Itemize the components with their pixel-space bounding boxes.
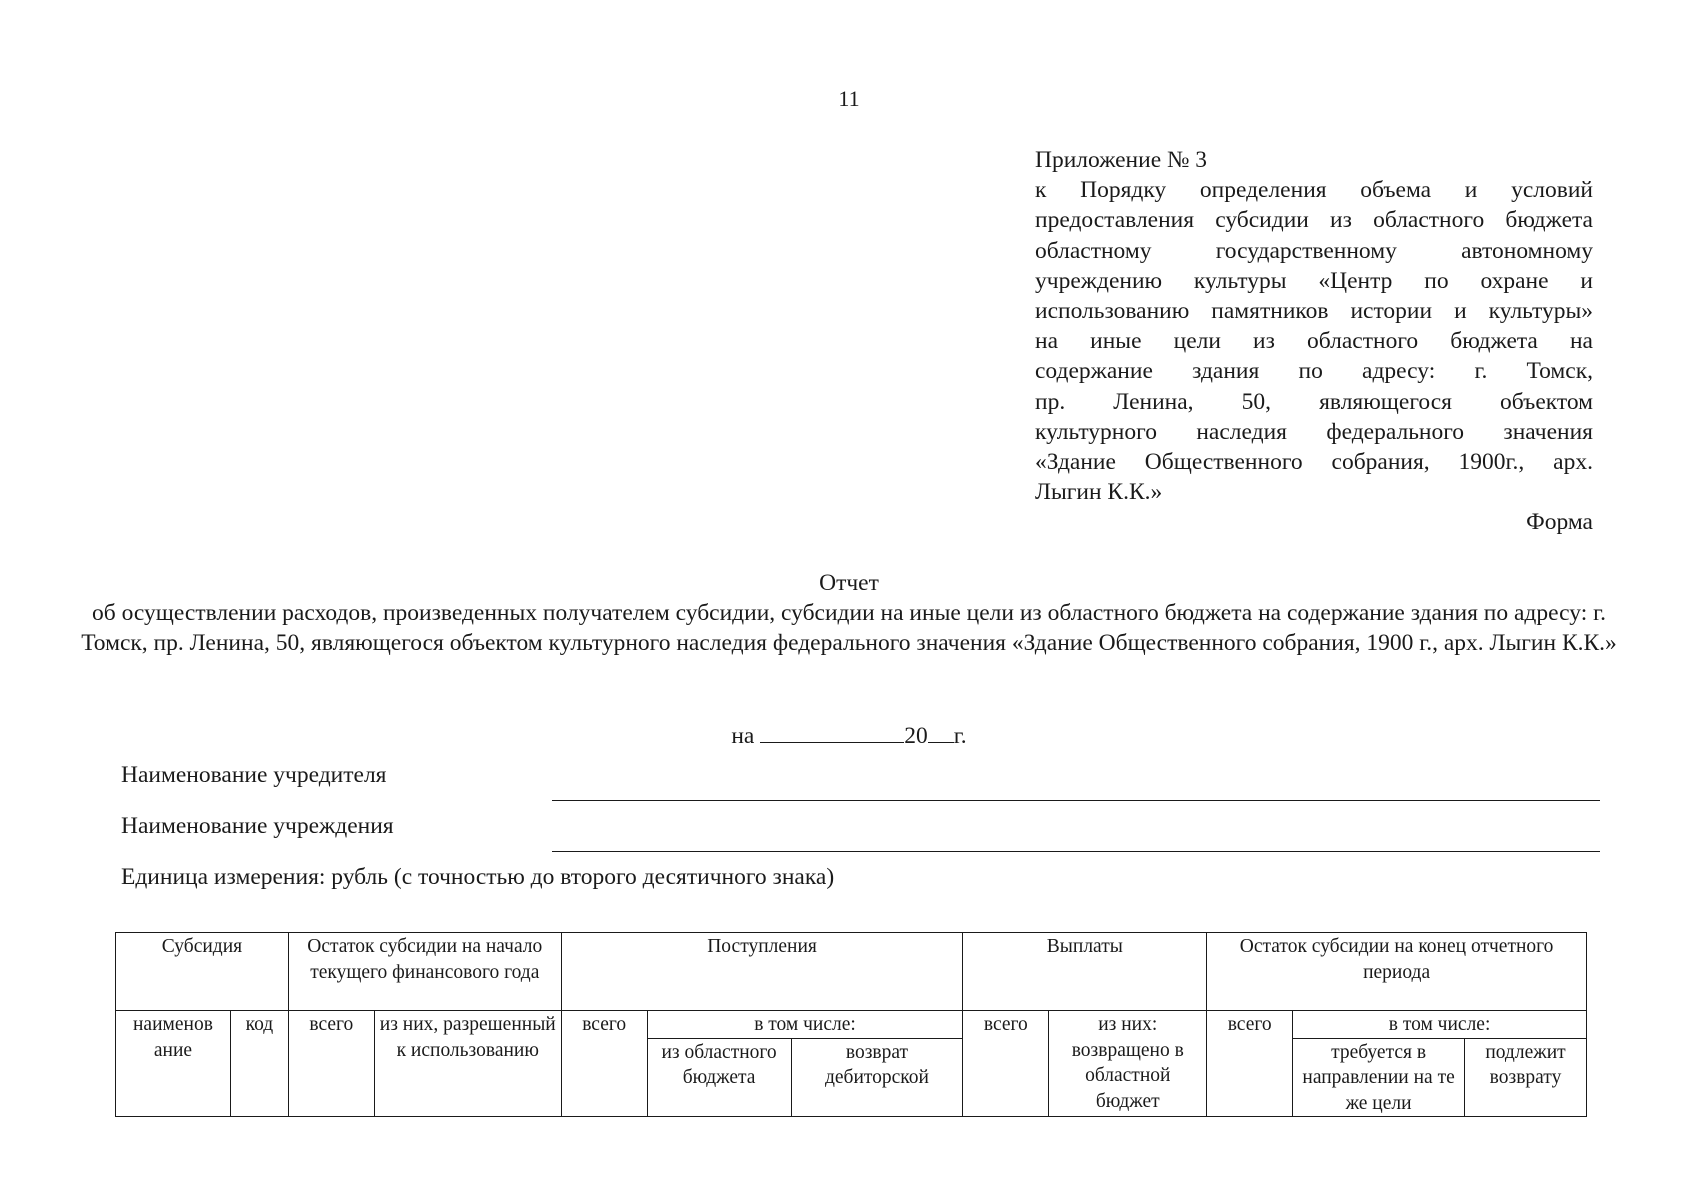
report-heading (60, 568, 1638, 658)
col-receipts-including: в том числе: (647, 1011, 963, 1039)
appendix-line: использованию памятников истории и культуры» (1035, 298, 1593, 325)
founder-label: Наименование учредителя (121, 762, 387, 788)
appendix-title: Приложение № 3 (1035, 147, 1208, 173)
page-number: 11 (838, 86, 860, 111)
header-receipts: Поступления (561, 933, 963, 1011)
appendix-line: учреждению культуры «Центр по охране и (1035, 267, 1593, 294)
col-end-to-return: подлежит возврату (1465, 1038, 1587, 1117)
appendix-line: областному государственному автономному (1035, 237, 1593, 264)
report-subtitle: об осуществлении расходов, произведенных получателем субсидии, субсидии на иные цели из областного бюджета на содержание здания по адресу: г. Томск, пр. Ленина, 50, являющегося объектом культурного наследия федерального значения «Здание Общественного собрания, 1900 г., арх. Лыгин К.К.» (81, 600, 1617, 656)
appendix-line: «Здание Общественного собрания, 1900г., арх. (1035, 449, 1593, 476)
col-name: наименов ание (116, 1011, 231, 1117)
institution-label: Наименование учреждения (121, 813, 394, 839)
col-receipts-regional: из областного бюджета (647, 1038, 791, 1117)
appendix-line: культурного наследия федерального значения (1035, 418, 1593, 445)
header-end-balance: Остаток субсидии на конец отчетного периода (1207, 933, 1587, 1011)
col-start-total: всего (288, 1011, 374, 1117)
date-suffix: г. (953, 723, 967, 749)
col-end-total: всего (1207, 1011, 1293, 1117)
col-code: код (230, 1011, 288, 1117)
founder-blank[interactable] (552, 800, 1600, 801)
header-payments: Выплаты (963, 933, 1207, 1011)
header-start-balance: Остаток субсидии на начало текущего финансового года (288, 933, 561, 1011)
col-receipts-debtor: возврат дебиторской (791, 1038, 963, 1117)
appendix-line: Лыгин К.К.» (1035, 479, 1163, 506)
report-date-line (0, 720, 1698, 750)
form-label: Форма (1526, 509, 1593, 536)
report-table (115, 932, 1587, 1117)
appendix-line: на иные цели из областного бюджета на (1035, 328, 1593, 355)
date-prefix: на (731, 723, 755, 749)
appendix-block (1035, 145, 1593, 538)
col-end-including: в том числе: (1293, 1011, 1587, 1039)
year-blank[interactable] (928, 720, 954, 743)
appendix-line: предоставления субсидии из областного бюджета (1035, 207, 1593, 234)
header-subsidy: Субсидия (116, 933, 289, 1011)
date-year-prefix: 20 (904, 723, 928, 749)
unit-label: Единица измерения: рубль (с точностью до второго десятичного знака) (121, 864, 835, 890)
date-blank[interactable] (760, 720, 904, 743)
report-title: Отчет (819, 570, 879, 596)
col-end-same-purpose: требуется в направлении на те же цели (1293, 1038, 1465, 1117)
col-receipts-total: всего (561, 1011, 647, 1117)
col-payments-total: всего (963, 1011, 1049, 1117)
col-start-allowed: из них, разрешенный к использованию (374, 1011, 561, 1117)
institution-blank[interactable] (552, 851, 1600, 852)
appendix-line: содержание здания по адресу: г. Томск, (1035, 358, 1593, 385)
appendix-line: к Порядку определения объема и условий (1035, 177, 1593, 204)
col-payments-returned: из них: возвращено в областной бюджет (1049, 1011, 1207, 1117)
appendix-line: пр. Ленина, 50, являющегося объектом (1035, 388, 1593, 415)
